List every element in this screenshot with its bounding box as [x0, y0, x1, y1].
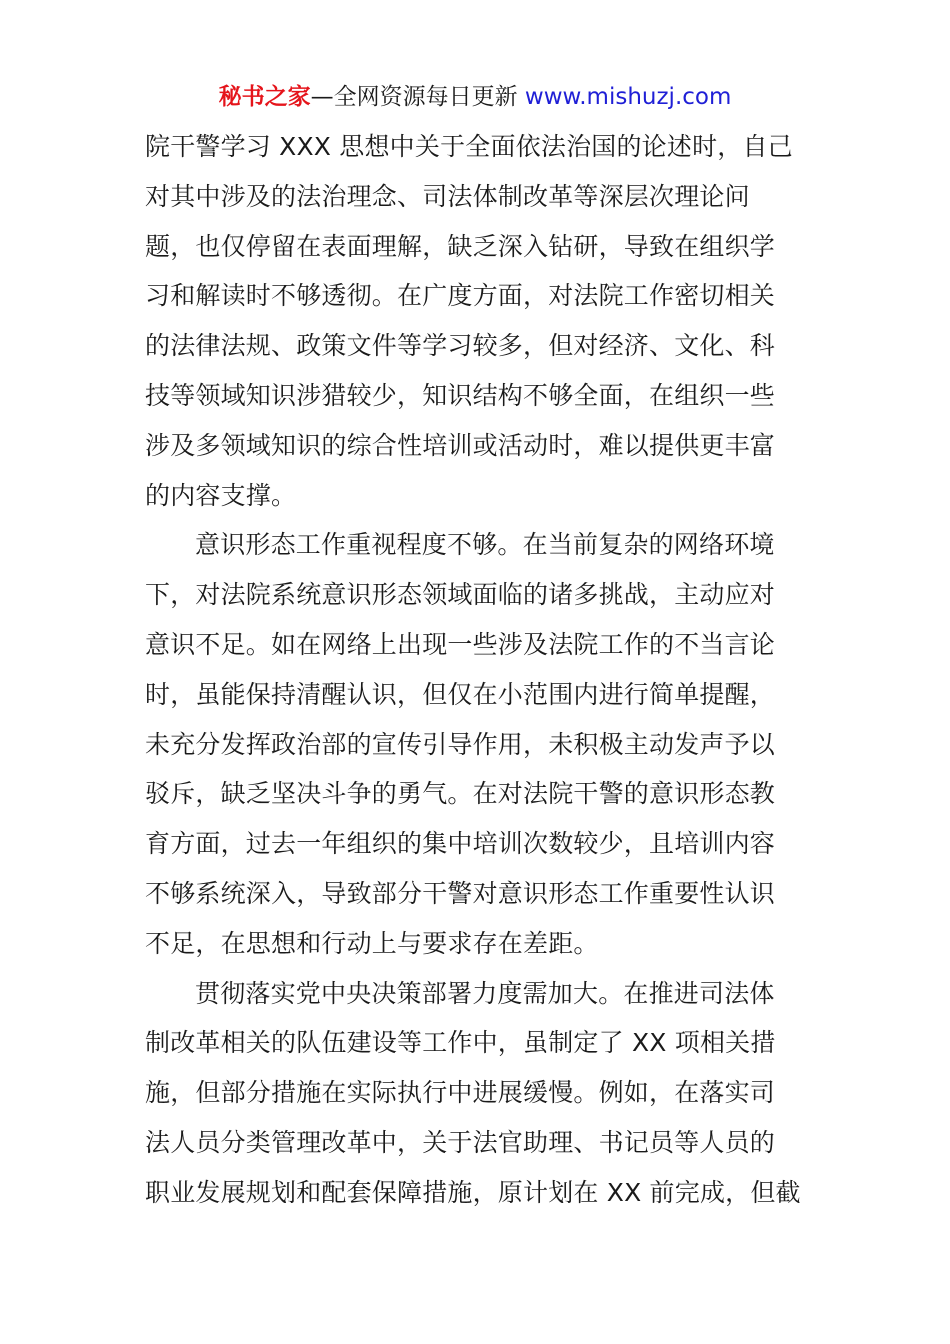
text-line: 制改革相关的队伍建设等工作中，虽制定了 XX 项相关措	[145, 1028, 776, 1058]
text-line: 习和解读时不够透彻。在广度方面，对法院工作密切相关	[145, 281, 776, 311]
text-line: 意识形态工作重视程度不够。在当前复杂的网络环境	[195, 530, 775, 560]
text-line: 题，也仅停留在表面理解，缺乏深入钻研，导致在组织学	[145, 231, 776, 261]
text-line: 对其中涉及的法治理念、司法体制改革等深层次理论问	[145, 181, 750, 211]
text-line: 不足，在思想和行动上与要求存在差距。	[145, 928, 599, 958]
text-line: 职业发展规划和配套保障措施，原计划在 XX 前完成，但截	[145, 1177, 801, 1207]
text-line: 法人员分类管理改革中，关于法官助理、书记员等人员的	[145, 1127, 776, 1157]
text-line: 涉及多领域知识的综合性培训或活动时，难以提供更丰富	[145, 430, 776, 460]
text-line: 育方面，过去一年组织的集中培训次数较少，且培训内容	[145, 829, 776, 859]
site-brand: 秘书之家	[218, 84, 311, 110]
site-tagline: —全网资源每日更新	[310, 84, 525, 110]
text-line: 的内容支撑。	[145, 480, 297, 510]
site-url-link[interactable]: www.mishuzj.com	[524, 84, 732, 110]
text-line: 驳斥，缺乏坚决斗争的勇气。在对法院干警的意识形态教	[145, 779, 776, 809]
text-line: 未充分发挥政治部的宣传引导作用，未积极主动发声予以	[145, 729, 776, 759]
text-line: 不够系统深入，导致部分干警对意识形态工作重要性认识	[145, 878, 776, 908]
text-line: 贯彻落实党中央决策部署力度需加大。在推进司法体	[195, 978, 775, 1008]
text-line: 的法律法规、政策文件等学习较多，但对经济、文化、科	[145, 331, 776, 361]
text-line: 院干警学习 XXX 思想中关于全面依法治国的论述时，自己	[145, 132, 793, 161]
text-line: 下，对法院系统意识形态领域面临的诸多挑战，主动应对	[145, 580, 776, 610]
document-body	[145, 122, 805, 1218]
text-line: 施，但部分措施在实际执行中进展缓慢。例如，在落实司	[145, 1078, 776, 1108]
text-line: 意识不足。如在网络上出现一些涉及法院工作的不当言论	[145, 629, 776, 659]
text-line: 技等领域知识涉猎较少，知识结构不够全面，在组织一些	[145, 380, 776, 410]
text-line: 时，虽能保持清醒认识，但仅在小范围内进行简单提醒，	[145, 679, 776, 709]
site-header	[0, 80, 950, 114]
